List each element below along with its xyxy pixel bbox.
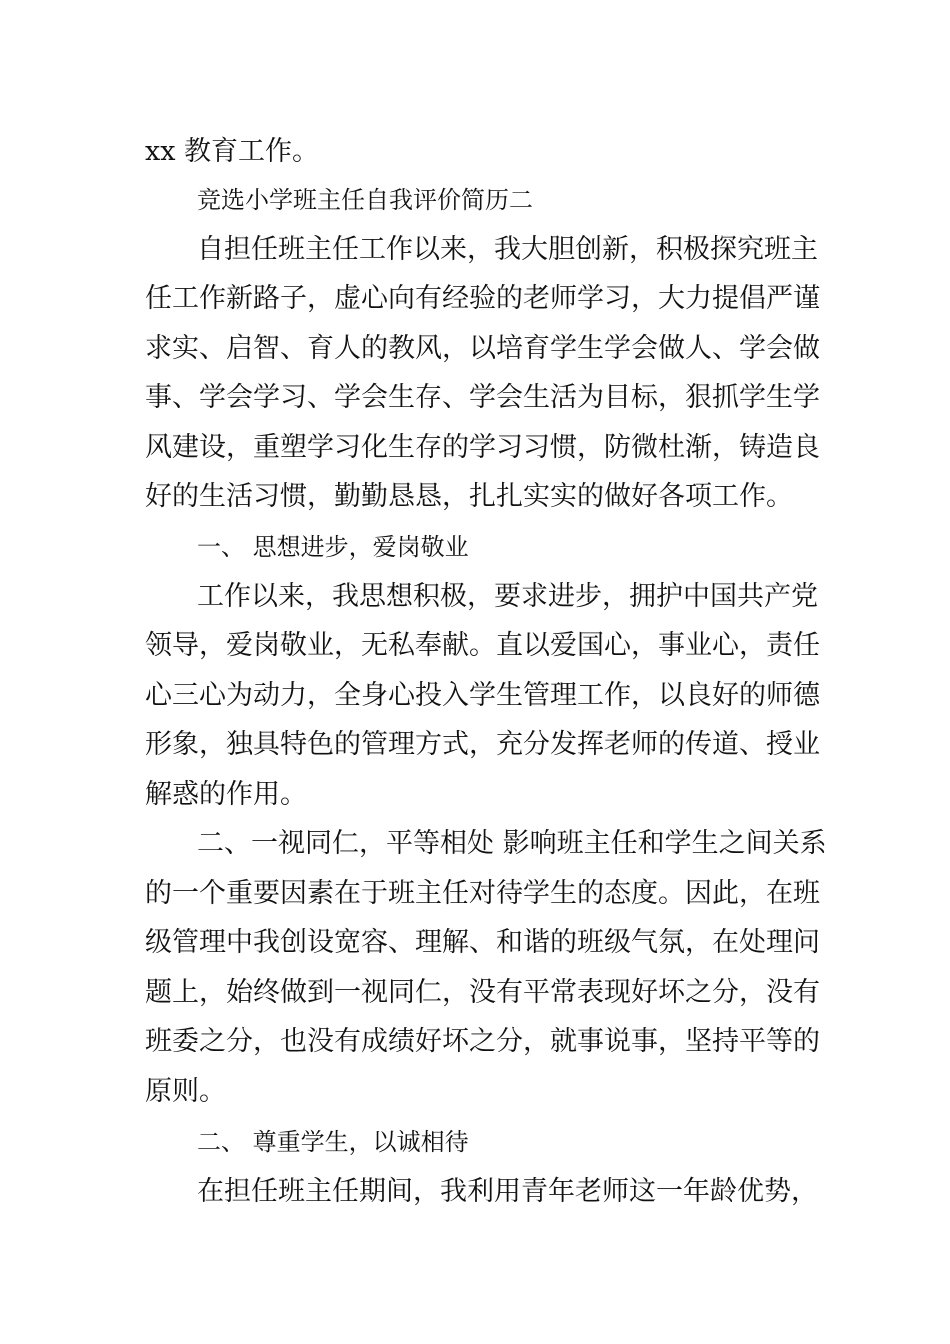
paragraph-line: 风建设，重塑学习化生存的学习习惯，防微杜渐，铸造良 (145, 432, 820, 463)
section-heading: 竞选小学班主任自我评价简历二 (197, 186, 533, 214)
paragraph-line: 自担任班主任工作以来，我大胆创新，积极探究班主 (197, 234, 818, 265)
paragraph-line: 心三心为动力，全身心投入学生管理工作，以良好的师德 (145, 680, 820, 711)
paragraph-line: 事、学会学习、学会生存、学会生活为目标，狠抓学生学 (145, 382, 820, 413)
paragraph-line: 解惑的作用。 (145, 779, 307, 810)
paragraph-line: 班委之分，也没有成绩好坏之分，就事说事，坚持平等的 (145, 1026, 820, 1057)
paragraph-line: 形象，独具特色的管理方式，充分发挥老师的传道、授业 (145, 729, 820, 760)
paragraph-line: 求实、启智、育人的教风，以培育学生学会做人、学会做 (145, 333, 820, 364)
paragraph-line: 领导，爱岗敬业，无私奉献。直以爱国心，事业心，责任 (145, 630, 820, 661)
paragraph-line: 的一个重要因素在于班主任对待学生的态度。因此，在班 (145, 878, 820, 909)
paragraph-line: 原则。 (145, 1076, 226, 1107)
paragraph-line: 级管理中我创设宽容、理解、和谐的班级气氛，在处理问 (145, 927, 820, 958)
subheading: 一、 思想进步，爱岗敬业 (197, 533, 469, 561)
paragraph-line: 任工作新路子，虚心向有经验的老师学习，大力提倡严谨 (145, 283, 820, 314)
paragraph-line: 在担任班主任期间，我利用青年老师这一年龄优势， (197, 1176, 818, 1207)
paragraph-line: 二、一视同仁，平等相处 影响班主任和学生之间关系 (197, 828, 827, 859)
paragraph-line: 题上，始终做到一视同仁，没有平常表现好坏之分，没有 (145, 977, 820, 1008)
subheading: 二、 尊重学生，以诚相待 (197, 1128, 469, 1156)
paragraph-line: 工作以来，我思想积极，要求进步，拥护中国共产党 (197, 581, 818, 612)
paragraph-line: 好的生活习惯，勤勤恳恳，扎扎实实的做好各项工作。 (145, 481, 793, 512)
text-line-continuation: xx 教育工作。 (145, 136, 320, 167)
